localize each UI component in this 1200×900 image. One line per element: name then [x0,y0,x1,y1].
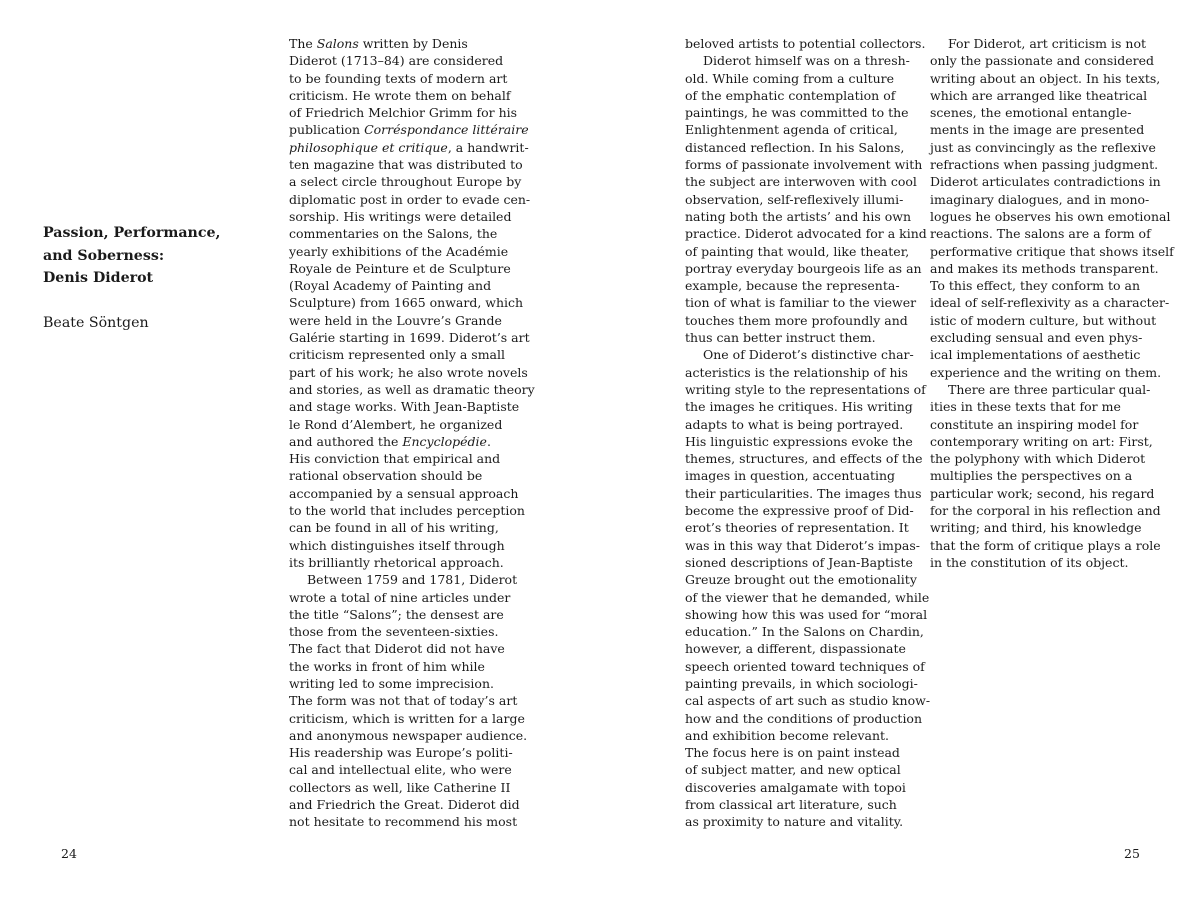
text-line: erot’s theories of representation. It [685,520,909,536]
text-line: not hesitate to recommend his most [289,814,518,830]
text-line: writing about an object. In his texts, [930,70,1161,86]
text-line: writing led to some imprecision. [289,675,494,691]
text-line: contemporary writing on art: First, [930,433,1153,449]
text-line: commentaries on the Salons, the [289,226,498,242]
text-line: criticism. He wrote them on behalf [289,87,511,103]
text-line: (Royal Academy of Painting and [289,278,492,294]
text-line: The form was not that of today’s art [289,693,518,709]
text-run: . [486,433,491,449]
text-line: performative critique that shows itself [930,243,1174,259]
text-line: scenes, the emotional entangle- [930,105,1132,121]
text-line: showing how this was used for “moral [685,606,928,622]
text-line: forms of passionate involvement with [685,157,923,173]
text-line: part of his work; he also wrote novels [289,364,528,380]
text-line: the works in front of him while [289,658,485,674]
text-line: touches them more profoundly and [685,312,908,328]
text-line: to be founding texts of modern art [289,70,508,86]
text-run: written by Denis [358,36,468,51]
text-line: of the emphatic contemplation of [685,87,896,103]
text-line: logues he observes his own emotional [930,208,1171,224]
text-line: the title “Salons”; the densest are [289,606,504,622]
text-line: One of Diderot’s distinctive char- [703,347,914,363]
text-line: constitute an inspiring model for [930,416,1139,432]
text-line: wrote a total of nine articles under [289,589,511,605]
text-line: His conviction that empirical and [289,451,501,467]
text-line: writing; and third, his knowledge [930,520,1142,536]
text-run: , a handwrit- [447,139,529,155]
text-line: and makes its methods transparent. [930,260,1159,276]
text-line: sioned descriptions of Jean-Baptiste [685,554,913,570]
text-line: acteristics is the relationship of his [685,364,908,380]
text-line: Diderot (1713–84) are considered [289,53,504,69]
text-line: how and the conditions of production [685,710,923,726]
text-line: rational observation should be [289,468,483,484]
text-line: the subject are interwoven with cool [685,174,917,190]
text-line: His readership was Europe’s politi- [289,745,513,761]
text-line: of the viewer that he demanded, while [685,589,930,605]
text-line: practice. Diderot advocated for a kind [685,226,927,242]
text-line: of painting that would, like theater, [685,243,910,259]
text-line: The fact that Diderot did not have [289,641,505,657]
text-line: to the world that includes perception [289,503,525,519]
text-line: old. While coming from a culture [685,70,895,86]
text-line: themes, structures, and effects of the [685,451,923,467]
text-run: The [289,36,317,51]
text-line: which distinguishes itself through [289,537,505,553]
text-line: painting prevails, in which sociologi- [685,675,918,691]
text-line: Between 1759 and 1781, Diderot [307,572,518,588]
text-line: multiplies the perspectives on a [930,468,1133,484]
text-line: become the expressive proof of Did- [685,503,914,519]
text-line: beloved artists to potential collectors. [685,36,926,51]
title-line: Denis Diderot [43,270,154,287]
italic-title: Salons [316,36,359,51]
title-line: Passion, Performance, [43,225,221,241]
text-line: reactions. The salons are a form of [930,226,1151,242]
page-number-left: 24 [61,846,77,861]
text-line: Diderot himself was on a thresh- [703,53,910,69]
text-line: and stage works. With Jean-Baptiste [289,399,520,415]
text-line: To this effect, they conform to an [930,278,1141,294]
text-line: There are three particular qual- [948,381,1151,397]
text-line: Royale de Peinture et de Sculpture [289,260,511,276]
text-line: Diderot articulates contradictions in [930,174,1161,190]
text-line: le Rond d’Alembert, he organized [289,416,503,432]
text-line [289,35,535,52]
text-line: as proximity to nature and vitality. [685,814,904,830]
text-line: which are arranged like theatrical [930,87,1148,103]
text-line: particular work; second, his regard [930,485,1155,501]
text-line: adapts to what is being portrayed. [685,416,904,432]
text-line: and authored the Encyclopédie. [289,433,491,449]
text-line: images in question, accentuating [685,468,896,484]
italic-title: philosophique et critique [289,139,448,155]
text-line: can be found in all of his writing, [289,520,499,536]
text-line [289,139,535,156]
chapter-title [43,222,253,290]
text-line: and stories, as well as dramatic theory [289,381,535,397]
text-line: its brilliantly rhetorical approach. [289,554,504,570]
text-line: speech oriented toward techniques of [685,658,925,674]
page-number-right: 25 [1124,846,1140,861]
text-line: distanced reflection. In his Salons, [685,139,905,155]
text-line: The focus here is on paint instead [685,745,900,761]
text-line: and Friedrich the Great. Diderot did [289,797,520,813]
text-line: cal aspects of art such as studio know- [685,693,931,709]
italic-title: Encyclopédie [402,433,487,449]
text-line: collectors as well, like Catherine II [289,779,511,795]
text-line: Galérie starting in 1699. Diderot’s art [289,330,530,346]
text-line: tion of what is familiar to the viewer [685,295,917,311]
text-line: the images he critiques. His writing [685,399,913,415]
text-line: portray everyday bourgeois life as an [685,260,922,276]
italic-title: Corréspondance littéraire [364,122,529,138]
text-line: Greuze brought out the emotionality [685,572,917,588]
text-line: observation, self-reflexively illumi- [685,191,904,207]
text-line: yearly exhibitions of the Académie [289,243,509,259]
text-line: example, because the representa- [685,278,900,294]
text-line: were held in the Louvre’s Grande [289,312,502,328]
text-line: paintings, he was committed to the [685,105,909,121]
text-line: ideal of self-reflexivity as a character- [930,295,1170,311]
text-line: diplomatic post in order to evade cen- [289,191,531,207]
text-line: only the passionate and considered [930,53,1154,69]
text-column-3 [930,35,1174,571]
author-name: Beate Söntgen [43,315,149,331]
text-line: ten magazine that was distributed to [289,157,523,173]
text-line: ical implementations of aesthetic [930,347,1141,363]
text-line: criticism represented only a small [289,347,505,363]
text-line: cal and intellectual elite, who were [289,762,512,778]
text-line: however, a different, dispassionate [685,641,906,657]
text-column-1 [289,35,535,831]
text-line: of subject matter, and new optical [685,762,901,778]
text-line: just as convincingly as the reflexive [930,139,1156,155]
text-line: discoveries amalgamate with topoi [685,779,906,795]
text-line: thus can better instruct them. [685,330,876,346]
text-line: nating both the artists’ and his own [685,208,912,224]
text-line: their particularities. The images thus [685,485,922,501]
text-line: experience and the writing on them. [930,364,1162,380]
text-line: imaginary dialogues, and in mono- [930,191,1150,207]
text-line: the polyphony with which Diderot [930,451,1146,467]
text-line: education.” In the Salons on Chardin, [685,624,924,640]
text-line: criticism, which is written for a large [289,710,525,726]
text-line: refractions when passing judgment. [930,157,1159,173]
text-line: excluding sensual and even phys- [930,330,1143,346]
text-line: For Diderot, art criticism is not [948,36,1146,51]
text-line: Sculpture) from 1665 onward, which [289,295,524,311]
text-column-2 [685,35,930,831]
text-line: for the corporal in his reflection and [930,503,1161,519]
title-line: and Soberness: [43,247,165,264]
text-line: accompanied by a sensual approach [289,485,519,501]
text-line: writing style to the representations of [685,381,926,397]
text-line: Enlightenment agenda of critical, [685,122,898,138]
text-line: sorship. His writings were detailed [289,208,512,224]
text-line: those from the seventeen-sixties. [289,624,499,640]
text-line: ments in the image are presented [930,122,1145,138]
text-line: that the form of critique plays a role [930,537,1161,553]
text-line: His linguistic expressions evoke the [685,433,913,449]
text-line: istic of modern culture, but without [930,312,1157,328]
text-line: in the constitution of its object. [930,554,1129,570]
text-line: a select circle throughout Europe by [289,174,522,190]
text-line: of Friedrich Melchior Grimm for his [289,105,518,121]
text-line: publication Corréspondance littéraire [289,122,529,138]
text-line: was in this way that Diderot’s impas- [685,537,920,553]
text-line: and anonymous newspaper audience. [289,727,528,743]
text-line: from classical art literature, such [685,797,897,813]
text-line: and exhibition become relevant. [685,727,890,743]
text-line: ities in these texts that for me [930,399,1121,415]
